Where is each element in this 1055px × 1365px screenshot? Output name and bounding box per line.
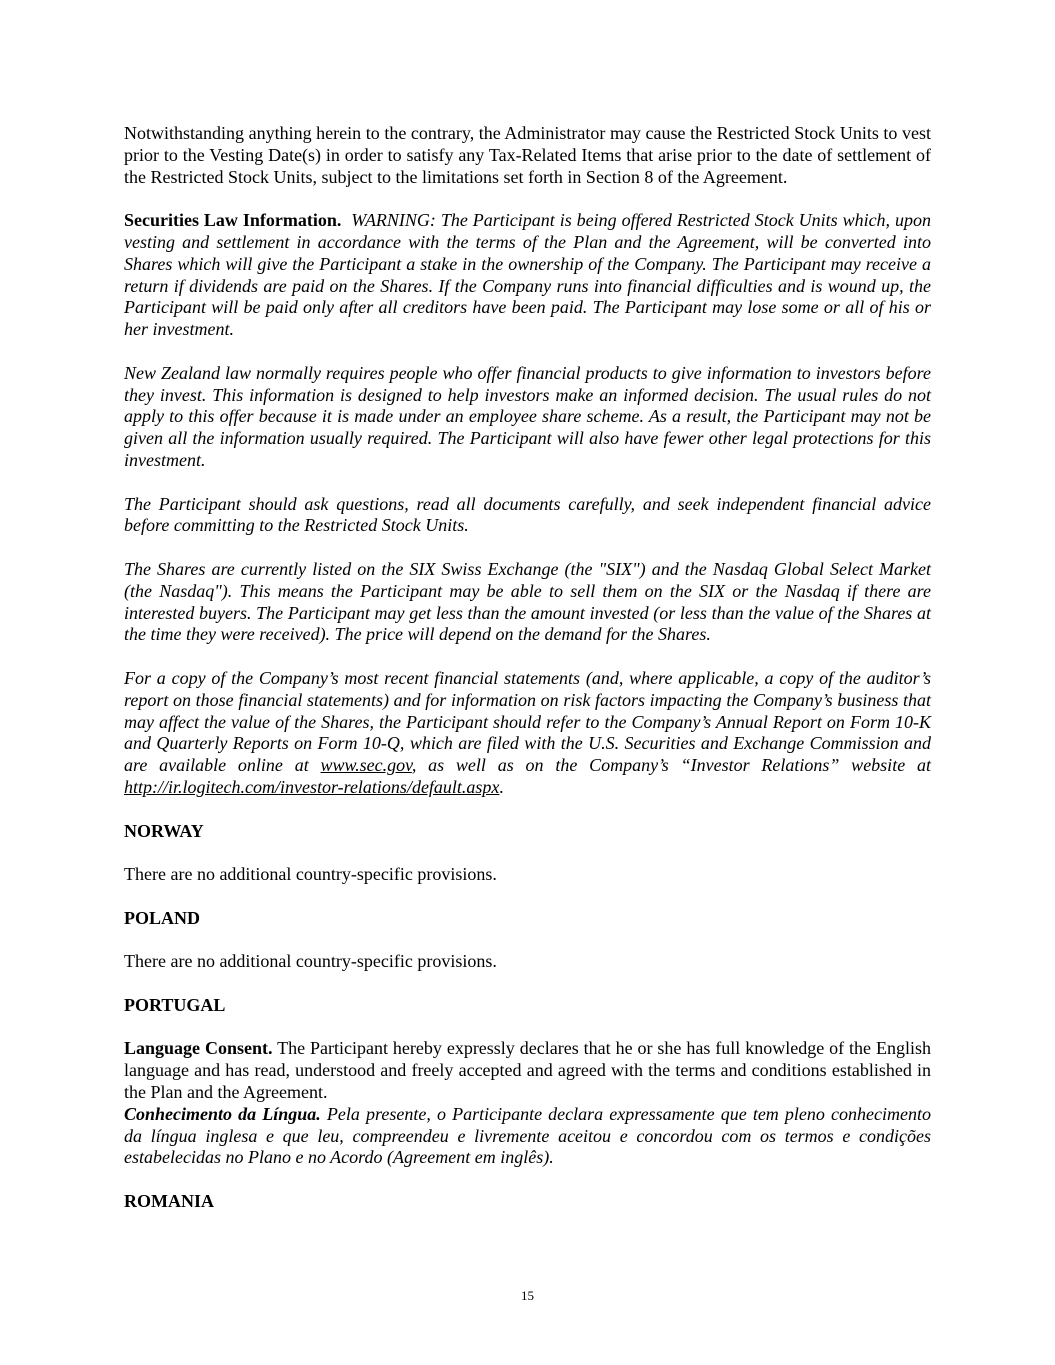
romania-heading: ROMANIA (124, 1191, 214, 1212)
norway-text: There are no additional country-specific provisions. (124, 864, 497, 885)
portuguese-consent-heading: Conhecimento da Língua. (124, 1103, 321, 1124)
financial-statements-text-2: , as well as on the Company’s “Investor Relations” website at (411, 755, 931, 776)
language-consent-paragraph (124, 1038, 931, 1103)
sec-link[interactable]: www.sec.gov (320, 755, 412, 776)
norway-heading: NORWAY (124, 820, 204, 841)
document-body (124, 123, 931, 1235)
shares-listing-paragraph: The Shares are currently listed on the SIX Swiss Exchange (the "SIX") and the Nasdaq Global Select Market (the Nasdaq"). This means the Participant may be able to sell them on the SIX or the Nasdaq if there are interested buyers. The Participant may get less than the amount invested (or less than the value of the Shares at the time they were received). The price will depend on the demand for the Shares. (124, 558, 931, 645)
language-consent-heading: Language Consent. (124, 1038, 273, 1059)
financial-statements-text-3: . (499, 776, 504, 797)
poland-heading: POLAND (124, 907, 200, 928)
portuguese-consent-paragraph (124, 1104, 931, 1169)
ask-questions-paragraph: The Participant should ask questions, read all documents carefully, and seek independent financial advice before committing to the Restricted Stock Units. (124, 493, 931, 536)
page-number: 15 (521, 1288, 534, 1303)
financial-statements-paragraph (124, 668, 931, 799)
securities-law-paragraph (124, 210, 931, 341)
language-consent-text: The Participant hereby expressly declares that he or she has full knowledge of the English language and has read, understood and freely accepted and agreed with the terms and conditions established in the Plan and the Agreement. (124, 1038, 931, 1103)
nz-law-paragraph: New Zealand law normally requires people who offer financial products to give information to investors before they invest. This information is designed to help investors make an informed decision. The usual rules do not apply to this offer because it is made under an employee share scheme. As a result, the Participant may not be given all the information usually required. The Participant will also have fewer other legal protections for this investment. (124, 362, 931, 470)
securities-law-warning: WARNING: The Participant is being offered Restricted Stock Units which, upon vesting and settlement in accordance with the terms of the Plan and the Agreement, will be converted into Shares which will give the Participant a stake in the ownership of the Company. The Participant may receive a return if dividends are paid on the Shares. If the Company runs into financial difficulties and is wound up, the Participant will be paid only after all creditors have been paid. The Participant may lose some or all of his or her investment. (124, 210, 931, 340)
financial-statements-text-1: For a copy of the Company’s most recent financial statements (and, where applicable, a copy of the auditor’s report on those financial statements) and for information on risk factors impacting the Company’s business that may affect the value of the Shares, the Participant should refer to the Company’s Annual Report on Form 10-K and Quarterly Reports on Form 10-Q, which are filed with the U.S. Securities and Exchange Commission and are available online at (124, 667, 931, 776)
portugal-heading: PORTUGAL (124, 994, 226, 1015)
vesting-paragraph: Notwithstanding anything herein to the contrary, the Administrator may cause the Restricted Stock Units to vest prior to the Vesting Date(s) in order to satisfy any Tax-Related Items that arise prior to the date of settlement of the Restricted Stock Units, subject to the limitations set forth in Section 8 of the Agreement. (124, 123, 931, 187)
securities-law-heading: Securities Law Information. (124, 210, 342, 231)
poland-text: There are no additional country-specific provisions. (124, 951, 497, 972)
investor-relations-link[interactable]: http://ir.logitech.com/investor-relations/default.aspx (124, 776, 500, 797)
portuguese-consent-text: Pela presente, o Participante declara expressamente que tem pleno conhecimento da língua inglesa e que leu, compreendeu e livremente aceitou e concordou com os termos e condições estabelecidas no Plano e no Acordo (Agreement em inglês). (124, 1103, 932, 1168)
